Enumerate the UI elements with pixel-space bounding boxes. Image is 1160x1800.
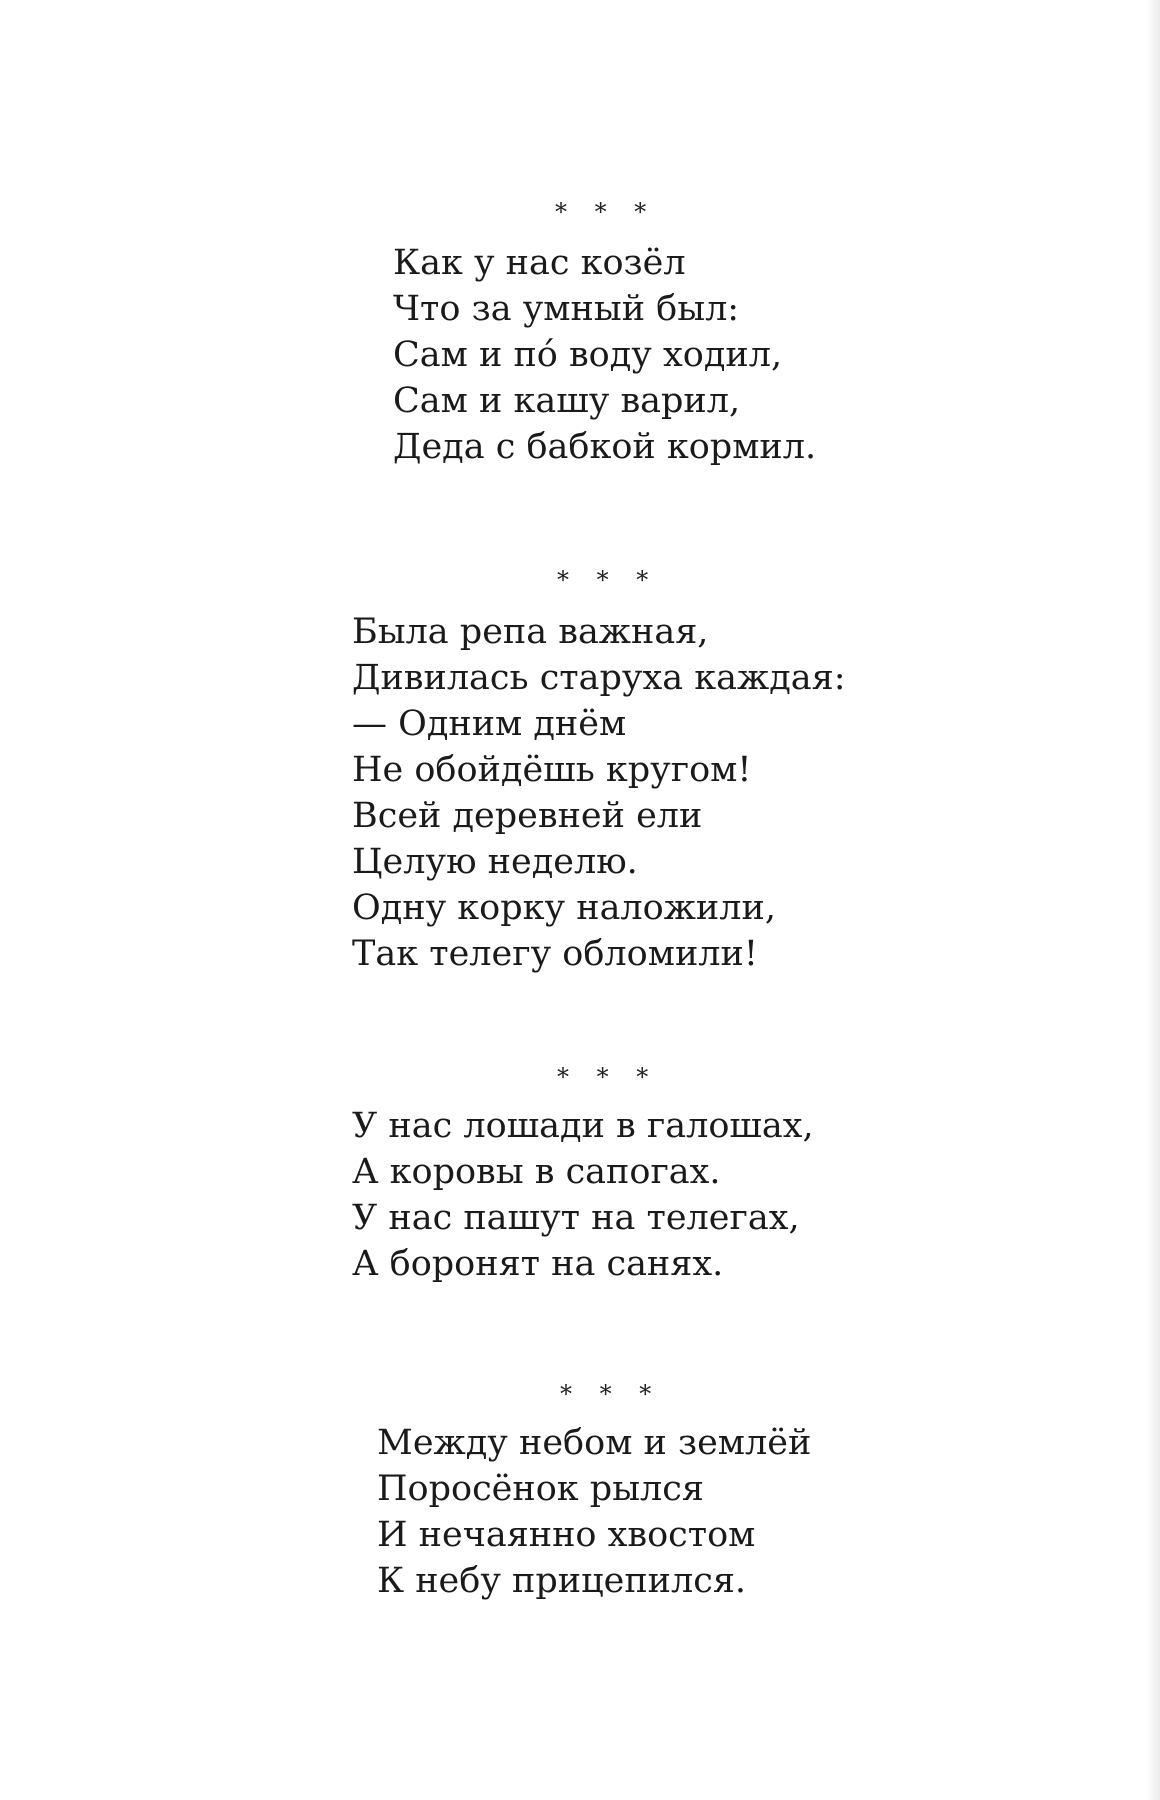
poem-line: Между небом и землёй [377,1423,812,1463]
poem-line: А коровы в сапогах. [352,1152,721,1192]
poem-line: Что за умный был: [393,289,740,329]
poem-line: Целую неделю. [352,842,638,882]
stanza-divider: * * * [560,1380,662,1408]
poem-line: — Одним днём [352,704,627,744]
poem-line: Деда с бабкой кормил. [393,427,817,467]
poem-line: А боронят на санях. [352,1244,724,1284]
poem-stanza [377,1420,811,1604]
poem-line: У нас лошади в галошах, [352,1106,814,1146]
poem-stanza [352,1103,814,1287]
poem-line: Сам и кашу варил, [393,381,741,421]
poem-line: Дивилась старуха каждая: [352,658,846,698]
poem-line: Была репа важная, [352,612,709,652]
poem-line: Сам и пó воду ходил, [393,335,783,375]
stanza-divider: * * * [557,1063,659,1091]
poem-line: К небу прицепился. [377,1561,747,1601]
poem-line: Одну корку наложили, [352,888,776,928]
page-edge-shadow [1146,0,1160,1800]
poem-line: У нас пашут на телегах, [352,1198,800,1238]
poem-line: Не обойдёшь кругом! [352,750,752,790]
poem-line: Поросёнок рылся [377,1469,704,1509]
poem-stanza [352,609,846,977]
poem-stanza [393,240,816,470]
poem-line: И нечаянно хвостом [377,1515,756,1555]
stanza-divider: * * * [557,566,659,594]
poem-line: Как у нас козёл [393,243,686,283]
stanza-divider: * * * [555,198,657,226]
poem-line: Всей деревней ели [352,796,703,836]
poem-line: Так телегу обломили! [352,934,758,974]
